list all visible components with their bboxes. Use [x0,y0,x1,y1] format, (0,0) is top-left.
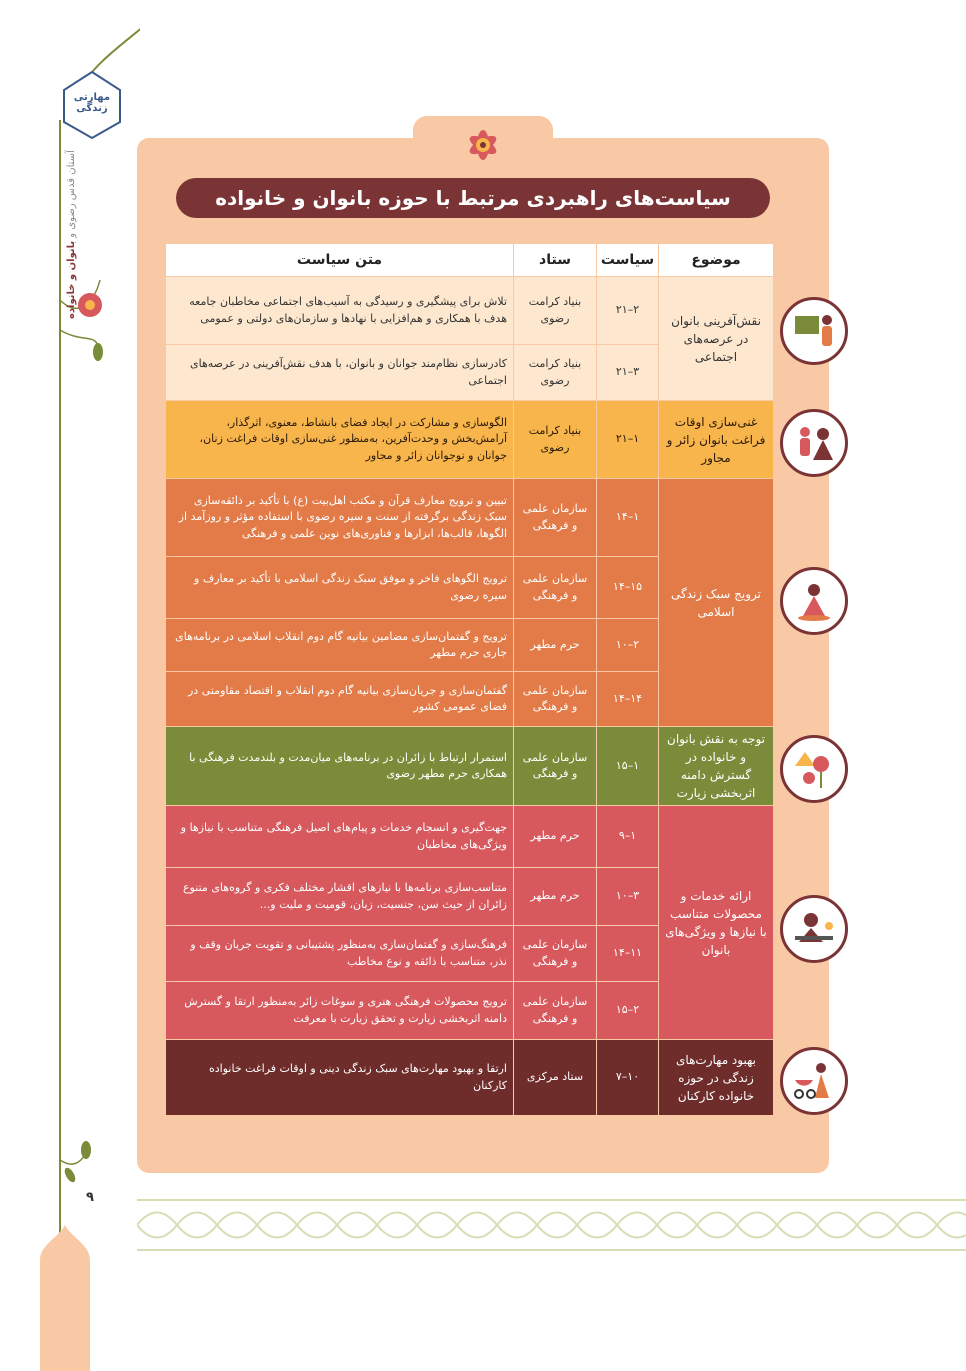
page-number: ۹ [86,1190,94,1205]
table-row [166,727,774,806]
text-cell: استمرار ارتباط با زائران در برنامه‌های میان‌مدت و بلندمدت فرهنگی با همکاری حرم مطهر رضوی [166,727,514,806]
policy-cell: ۱–۲۱ [597,401,659,479]
table-row [166,1040,774,1116]
hq-cell: سازمان علمی و فرهنگی [514,926,597,982]
header-text: متن سیاست [166,244,514,277]
text-cell: ترویج الگوهای فاخر و موفق سبک زندگی اسلامی با تأکید بر معارف و سیره رضوی [166,557,514,619]
hq-cell: سازمان علمی و فرهنگی [514,982,597,1040]
text-cell: الگوسازی و مشارکت در ایجاد فضای بانشاط، معنوی، اثرگذار، آرامش‌بخش و وحدت‌آفرین، به‌منظور غنی‌سازی اوقات فراغت زنان، جوانان و نوجوانان زائر و مجاور [166,401,514,479]
hq-cell: حرم مطهر [514,868,597,926]
hq-cell: بنیاد کرامت رضوی [514,401,597,479]
laptop-woman-icon [780,895,848,963]
policy-cell: ۳–۲۱ [597,345,659,401]
policy-cell: ۲–۱۵ [597,982,659,1040]
hq-cell: سازمان علمی و فرهنگی [514,672,597,727]
text-cell: فرهنگ‌سازی و گفتمان‌سازی به‌منظور پشتیبانی و تقویت جریان وقف و نذر، متناسب با ذائقه و نوع مخاطب [166,926,514,982]
flowers-icon [780,735,848,803]
logo-text: مهارتی زندگی [73,92,111,114]
family-icon [780,409,848,477]
hq-cell: سازمان علمی و فرهنگی [514,727,597,806]
policy-cell: ۲–۱۰ [597,619,659,672]
policy-cell: ۱۴–۱۴ [597,672,659,727]
text-cell: ارتقا و بهبود مهارت‌های سبک زندگی دینی و اوقات فراغت خانواده کارکنان [166,1040,514,1116]
header-hq: ستاد [514,244,597,277]
policy-cell: ۲–۲۱ [597,277,659,345]
hq-cell: حرم مطهر [514,806,597,868]
topic-cell: نقش‌آفرینی بانوان در عرصه‌های اجتماعی [659,277,774,401]
text-cell: جهت‌گیری و انسجام خدمات و پیام‌های اصیل فرهنگی متناسب با نیازها و ویژگی‌های مخاطبان [166,806,514,868]
text-cell: کادرسازی نظام‌مند جوانان و بانوان، با هدف نقش‌آفرینی در عرصه‌های اجتماعی [166,345,514,401]
flower-ornament-icon [462,124,504,166]
stroller-icon [780,1047,848,1115]
text-cell: گفتمان‌سازی و جریان‌سازی بیانیه گام دوم انقلاب و اقتصاد مقاومتی در فضای عمومی کشور [166,672,514,727]
hq-cell: سازمان علمی و فرهنگی [514,557,597,619]
hq-cell: بنیاد کرامت رضوی [514,345,597,401]
text-cell: تبیین و ترویج معارف قرآن و مکتب اهل‌بیت (ع) با تأکید بر ذائقه‌سازی سبک زندگی برگرفته از سنت و سیره رضوی با استفاده مؤثر و روزآمد از الگوها، قالب‌ها، ابزارها و فناوری‌های نوین علمی و فرهنگی [166,479,514,557]
policy-cell: ۳–۱۰ [597,868,659,926]
hq-cell: بنیاد کرامت رضوی [514,277,597,345]
policy-cell: ۱–۱۴ [597,479,659,557]
bottom-pattern [137,1190,966,1260]
text-cell: تلاش برای پیشگیری و رسیدگی به آسیب‌های اجتماعی مخاطبان جامعه هدف با همکاری و هم‌افزایی با نهادها و سازمان‌های دولتی و عمومی [166,277,514,345]
table-row [166,479,774,557]
header-topic: موضوع [659,244,774,277]
side-caption-prefix: آستان قدس رضوی و [66,150,77,238]
page-title: سیاست‌های راهبردی مرتبط با حوزه بانوان و خانواده [176,178,770,218]
text-cell: متناسب‌سازی برنامه‌ها با نیازهای اقشار مختلف فکری و گروه‌های متنوع زائران از حیث سن، جنسیت، زبان، قومیت و ملیت و... [166,868,514,926]
hq-cell: ستاد مرکزی [514,1040,597,1116]
cooking-icon [780,567,848,635]
teacher-icon [780,297,848,365]
policy-cell: ۱–۱۵ [597,727,659,806]
hq-cell: حرم مطهر [514,619,597,672]
policy-cell: ۱۰–۷ [597,1040,659,1116]
policy-cell: ۱–۹ [597,806,659,868]
table-row [166,401,774,479]
text-cell: ترویج و گفتمان‌سازی مضامین بیانیه گام دوم انقلاب اسلامی در برنامه‌های جاری حرم مطهر [166,619,514,672]
topic-cell: توجه به نقش بانوان و خانواده در گسترش دامنه اثربخشی زیارت [659,727,774,806]
topic-cell: غنی‌سازی اوقات فراغت بانوان زائر و مجاور [659,401,774,479]
table-row [166,806,774,868]
text-cell: ترویج محصولات فرهنگی هنری و سوغات زائر به‌منظور ارتقا و گسترش دامنه اثربخشی زیارت و تحقق زیارت با معرفت [166,982,514,1040]
table-header [166,244,774,277]
table-row [166,277,774,345]
topic-cell: ارائه خدمات و محصولات متناسب با نیازها و ویژگی‌های بانوان [659,806,774,1040]
topic-cell: بهبود مهارت‌های زندگی در حوزه خانواده کارکنان [659,1040,774,1116]
policy-cell: ۱۵–۱۴ [597,557,659,619]
policy-cell: ۱۱–۱۴ [597,926,659,982]
policy-table [165,243,774,1116]
side-caption-highlight: بانوان و خانواده [66,240,77,319]
hq-cell: سازمان علمی و فرهنگی [514,479,597,557]
topic-cell: ترویج سبک زندگی اسلامی [659,479,774,727]
side-caption [66,150,106,350]
header-policy: سیاست [597,244,659,277]
